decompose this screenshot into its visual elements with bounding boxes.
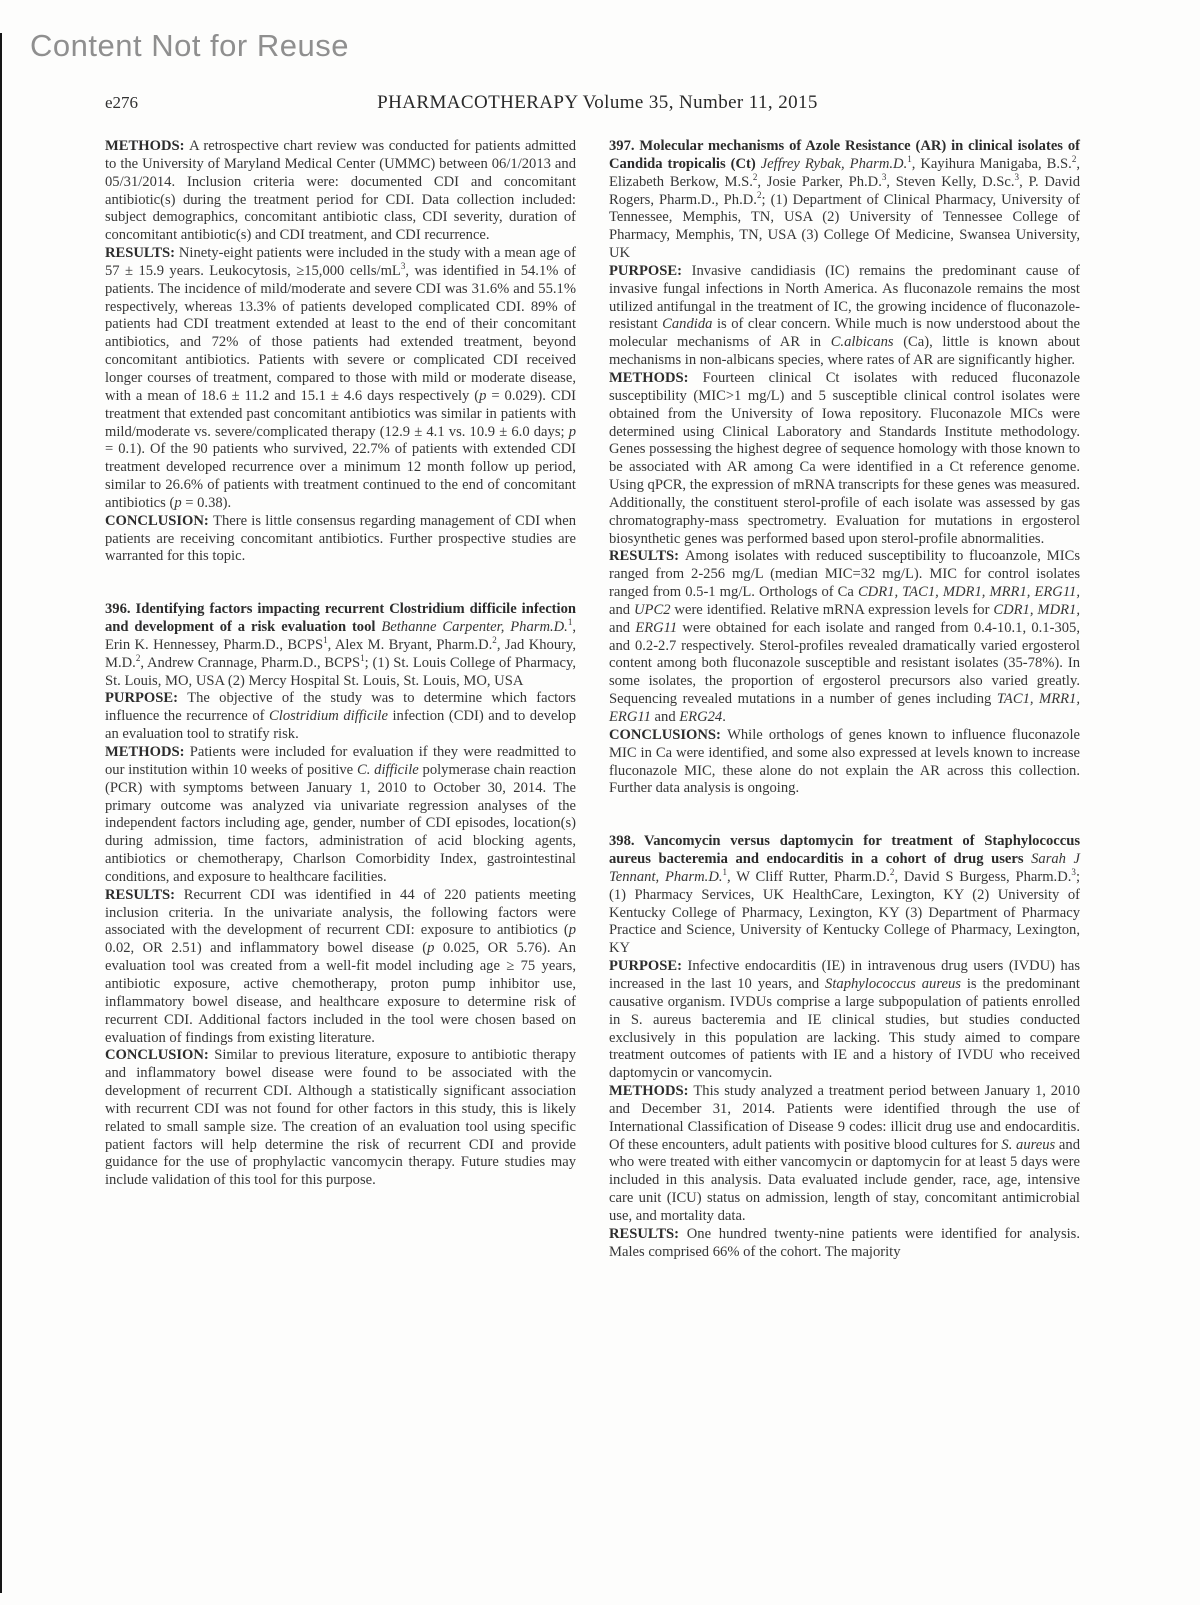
abstract-397-title-authors: 397. Molecular mechanisms of Azole Resistance (AR) in clinical isolates of Candida tropicalis (Ct) Jeffrey Rybak, Pharm.D.$^1$, Kayihura Manigaba, B.S.$^2$, Elizabeth Berkow, M.S.$^2$, Josie Parker, Ph.D.$^3$, Steven Kelly, D.Sc.$^3$, P. David Rogers, Pharm.D., Ph.D.$^2$; (1) Department of Clinical Pharmacy, University of Tennessee, Memphis, TN, USA (2) University of Tennessee College of Pharmacy, Memphis, TN, USA (3) College Of Medicine, Swansea University, UK (609, 138, 1080, 262)
page-number: e276 (105, 93, 139, 112)
abstract-398-purpose: PURPOSE: Infective endocarditis (IE) in intravenous drug users (IVDU) has increased in the last 10 years, and Staphylococcus aureus is the predominant causative organism. IVDUs comprise a large subpopulation of patients enrolled in S. aureus bacteremia and IE clinical studies, but studies conducted exclusively in this population are lacking. This study aimed to compare treatment outcomes of patients with IE and a history of IVDU who received daptomycin or vancomycin. (609, 958, 1080, 1082)
abstract-397-results: RESULTS: Among isolates with reduced susceptibility to flucoanzole, MICs ranged from 2-256 mg/L (median MIC=32 mg/L). MIC for control isolates ranged from 0.5-1 mg/L. Orthologs of Ca CDR1, TAC1, MDR1, MRR1, ERG11, and UPC2 were identified. Relative mRNA expression levels for CDR1, MDR1, and ERG11 were obtained for each isolate and ranged from 0.4-10.1, 0.1-305, and 0.2-2.7 respectively. Sterol-profiles revealed dramatically varied ergosterol content among both fluconazole susceptible and resistant isolates (35-78%). In some isolates, the proportion of ergosterol precursors also varied greatly. Sequencing revealed mutations in a number of genes including TAC1, MRR1, ERG11 and ERG24. (609, 548, 1080, 725)
abstract-395-methods: METHODS: A retrospective chart review was conducted for patients admitted to the University of Maryland Medical Center (UMMC) between 06/1/2013 and 05/31/2014. Inclusion criteria were: documented CDI and concomitant antibiotic(s) during the treatment period for CDI. Data collection included: subject demographics, concomitant antibiotic class, CDI severity, duration of concomitant antibiotic(s) and CDI treatment, and CDI recurrence. (105, 138, 577, 244)
left-column (105, 138, 576, 1261)
abstract-396-results: RESULTS: Recurrent CDI was identified in 44 of 220 patients meeting inclusion criteria. In the univariate analysis, the following factors were associated with the development of recurrent CDI: exposure to antibiotics (p 0.02, OR 2.51) and inflammatory bowel disease (p 0.025, OR 5.76). An evaluation tool was created from a well-fit model including age ≥ 75 years, antibiotic exposure, active chemotherapy, proton pump inhibitor use, inflammatory bowel disease, and healthcare exposure to determine risk of recurrent CDI. Additional factors included in the tool were chosen based on evaluation of findings from existing literature. (105, 886, 576, 1046)
right-column (609, 138, 1080, 1261)
abstract-396-title-authors: 396. Identifying factors impacting recurrent Clostridium difficile infection and development of a risk evaluation tool Bethanne Carpenter, Pharm.D.$^1$, Erin K. Hennessey, Pharm.D., BCPS$^1$, Alex M. Bryant, Pharm.D.$^2$, Jad Khoury, M.D.$^2$, Andrew Crannage, Pharm.D., BCPS$^1$; (1) St. Louis College of Pharmacy, St. Louis, MO, USA (2) Mercy Hospital St. Louis, St. Louis, MO, USA (105, 601, 577, 689)
abstract-columns (105, 138, 1080, 1261)
abstract-395-results: RESULTS: Ninety-eight patients were included in the study with a mean age of 57 ± 15.9 years. Leukocytosis, ≥15,000 cells/$mL^3$, was identified in 54.1% of patients. The incidence of mild/moderate and severe CDI was 31.6% and 55.1% respectively, whereas 13.3% of patients developed complicated CDI. 89% of patients had CDI treatment extended at least to the end of their concomitant antibiotics, and 72% of those patients had extended treatment, beyond concomitant antibiotics. Patients with severe or complicated CDI received longer courses of treatment, compared to those with mild or moderate disease, with a mean of 18.6 ± 11.2 and 15.1 ± 4.6 days respectively (p = 0.029). CDI treatment that extended past concomitant antibiotics was similar in patients with mild/moderate vs. severe/complicated therapy (12.9 ± 4.1 vs. 10.9 ± 6.0 days; p = 0.1). Of the 90 patients who survived, 22.7% of patients with extended CDI treatment developed recurrence over a minimum 12 month follow up period, similar to 26.6% of patients with treatment continued to the end of concomitant antibiotics (p = 0.38). (105, 245, 576, 511)
abstract-397-purpose: PURPOSE: Invasive candidiasis (IC) remains the predominant cause of invasive fungal infections in North America. As fluconazole remains the most utilized antifungal in the treatment of IC, the growing incidence of fluconazole-resistant Candida is of clear concern. While much is now understood about the molecular mechanisms of AR in C.albicans (Ca), little is known about mechanisms in non-albicans species, where rates of AR are significantly higher. (609, 262, 1080, 369)
abstract-396-methods: METHODS: Patients were included for evaluation if they were readmitted to our institution within 10 weeks of positive C. difficile polymerase chain reaction (PCR) with symptoms between January 1, 2010 to October 30, 2014. The primary outcome was analyzed via univariate regression analyses of the independent factors including age, gender, number of CDI episodes, location(s) during admission, time factors, administration of acid blocking agents, antibiotics or chemotherapy, Charlson Comorbidity Index, gastrointestinal conditions, and exposure to healthcare facilities. (105, 744, 577, 885)
abstract-396-purpose: PURPOSE: The objective of the study was to determine which factors influence the recurrence of Clostridium difficile infection (CDI) and to develop an evaluation tool to stratify risk. (105, 690, 577, 743)
abstract-397-conclusions: CONCLUSIONS: While orthologs of genes known to influence fluconazole MIC in Ca were identified, and some also expressed at levels known to increase fluconazole MIC, these alone do not explain the AR across this collection. Further data analysis is ongoing. (609, 726, 1080, 797)
content-not-for-reuse-watermark: Content Not for Reuse (30, 28, 349, 63)
journal-title: PHARMACOTHERAPY Volume 35, Number 11, 2015 (377, 92, 818, 113)
abstract-395-conclusion: CONCLUSION: There is little consensus regarding management of CDI when patients are receiving concomitant antibiotics. Further prospective studies are warranted for this topic. (105, 512, 576, 565)
page-header (105, 92, 1080, 114)
scan-edge-artifact (0, 33, 2, 1593)
abstract-398-title-authors: 398. Vancomycin versus daptomycin for treatment of Staphylococcus aureus bacteremia and endocarditis in a cohort of drug users Sarah J Tennant, Pharm.D.$^1$, W Cliff Rutter, Pharm.D.$^2$, David S Burgess, Pharm.D.$^3$; (1) Pharmacy Services, UK HealthCare, Lexington, KY (2) University of Kentucky College of Pharmacy, Lexington, KY (3) Department of Pharmacy Practice and Science, University of Kentucky College of Pharmacy, Lexington, KY (609, 833, 1080, 957)
abstract-398-methods: METHODS: This study analyzed a treatment period between January 1, 2010 and December 31, 2014. Patients were identified through the use of International Classification of Disease 9 codes: illicit drug use and endocarditis. Of these encounters, adult patients with positive blood cultures for S. aureus and who were treated with either vancomycin or daptomycin for at least 5 days were included in this analysis. Data evaluated include gender, race, age, intensive care unit (ICU) status on admission, length of stay, concomitant antimicrobial use, and mortality data. (609, 1083, 1080, 1224)
abstract-398-results: RESULTS: One hundred twenty-nine patients were identified for analysis. Males comprised 66% of the cohort. The majority (609, 1225, 1081, 1260)
abstract-396-conclusion: CONCLUSION: Similar to previous literature, exposure to antibiotic therapy and inflammatory bowel disease were found to be associated with the development of recurrent CDI. Although a statistically significant association with recurrent CDI was not found for other factors in this study, this is likely related to small sample size. The creation of an evaluation tool using specific patient factors will help determine the risk of recurrent CDI and provide guidance for the use of prophylactic vancomycin therapy. Future studies may include validation of this tool for this purpose. (105, 1047, 576, 1189)
abstract-397-methods: METHODS: Fourteen clinical Ct isolates with reduced fluconazole susceptibility (MIC>1 mg/L) and 5 susceptible clinical control isolates were obtained from the University of Iowa repository. Fluconazole MICs were determined using Clinical Laboratory and Standards Institute methodology. Genes possessing the highest degree of sequence homology with those known to be associated with AR among Ca were identified in a Ct reference genome. Using qPCR, the expression of mRNA transcripts for these genes was measured. Additionally, the constituent sterol-profile of each isolate was assessed by gas chromatography-mass spectrometry. Evaluation for mutations in ergosterol biosynthetic genes was performed based upon sterol-profile abnormalities. (609, 369, 1081, 547)
